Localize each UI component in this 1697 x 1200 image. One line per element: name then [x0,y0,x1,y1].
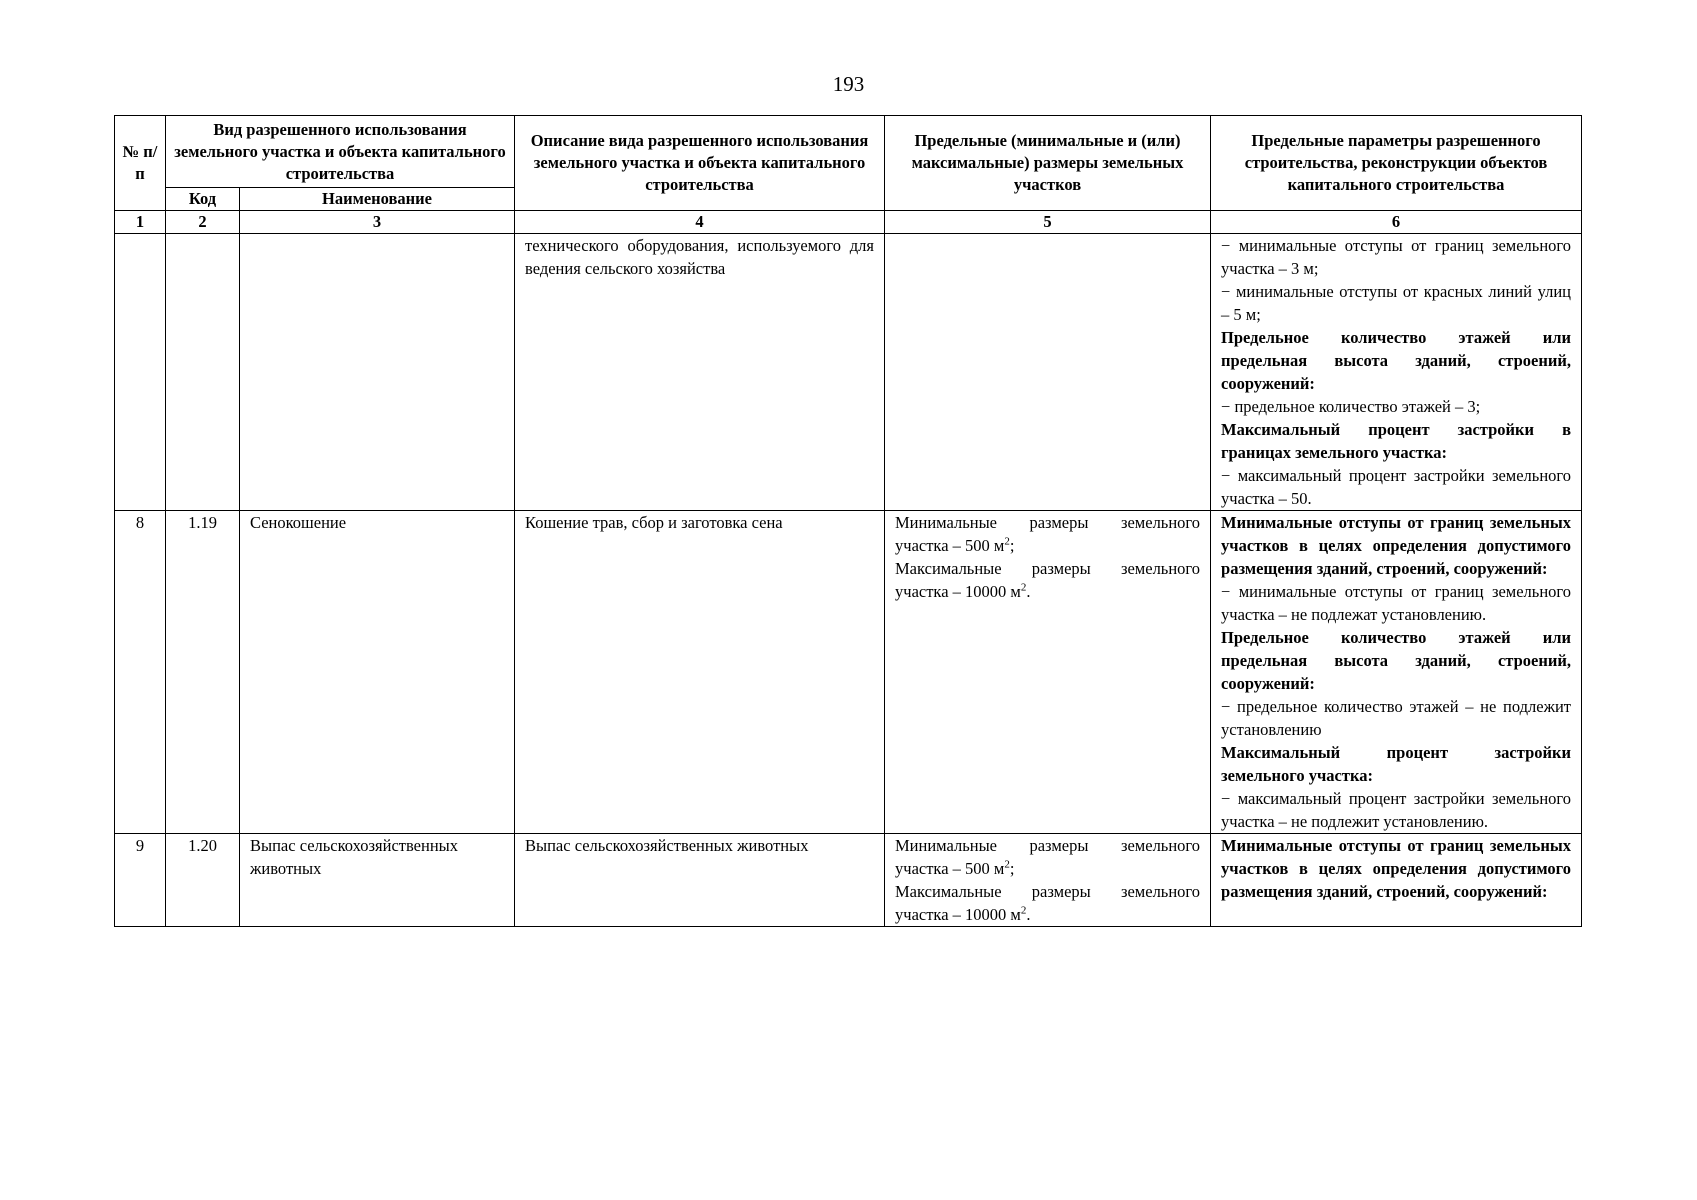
size-line [895,880,1200,926]
header-name: Наименование [240,188,515,211]
param-heading: Минимальные отступы от границ земельных участков в целях определения допустимого размещения зданий, строений, сооружений: [1221,513,1572,578]
size-line [895,834,1200,880]
cell-code [166,234,240,511]
cell-num [115,234,166,511]
cell-name [240,234,515,511]
column-number: 3 [240,211,515,234]
size-unit-exponent: 2 [1020,581,1027,594]
size-tail: ; [1009,859,1015,878]
header-num: № п/п [115,116,166,211]
column-number: 1 [115,211,166,234]
param-line: − максимальный процент застройки земельного участка – 50. [1221,466,1572,508]
size-text: Максимальные размеры земельного участка – 10000 м [895,559,1201,601]
cell-code: 1.19 [166,511,240,834]
cell-code: 1.20 [166,834,240,927]
page-number: 193 [832,72,865,96]
column-number: 4 [515,211,885,234]
param-heading: Предельное количество этажей или предельная высота зданий, строений, сооружений: [1221,628,1572,693]
size-line [895,557,1200,603]
size-text: Минимальные размеры земельного участка – 500 м [895,836,1201,878]
param-line: − минимальные отступы от границ земельного участка – не подлежат установлению. [1221,582,1572,624]
column-number: 6 [1211,211,1582,234]
cell-params [1211,834,1582,927]
table-row [115,511,1582,834]
header-code: Код [166,188,240,211]
size-unit-exponent: 2 [1020,904,1027,917]
cell-sizes [885,511,1211,834]
param-line: − предельное количество этажей – 3; [1221,397,1481,416]
param-line: − минимальные отступы от красных линий улиц – 5 м; [1221,282,1572,324]
cell-name: Сенокошение [240,511,515,834]
size-tail: . [1026,582,1031,601]
table-row [115,834,1582,927]
param-heading: Максимальный процент застройки земельного участка: [1221,743,1572,785]
param-heading: Предельное количество этажей или предельная высота зданий, строений, сооружений: [1221,328,1572,393]
column-number: 5 [885,211,1211,234]
param-heading: Максимальный процент застройки в границах земельного участка: [1221,420,1572,462]
header-description: Описание вида разрешенного использования земельного участка и объекта капитального строительства [515,116,885,211]
header-sizes: Предельные (минимальные и (или) максимальные) размеры земельных участков [885,116,1211,211]
header-use-type: Вид разрешенного использования земельного участка и объекта капитального строительства [166,116,515,188]
cell-num: 8 [115,511,166,834]
cell-params [1211,511,1582,834]
cell-sizes [885,834,1211,927]
cell-sizes [885,234,1211,511]
cell-description: Кошение трав, сбор и заготовка сена [515,511,885,834]
param-heading: Минимальные отступы от границ земельных участков в целях определения допустимого размещения зданий, строений, сооружений: [1221,836,1572,901]
size-text: Минимальные размеры земельного участка – 500 м [895,513,1201,555]
land-use-table [114,115,1582,927]
size-unit-exponent: 2 [1004,535,1010,548]
table-row [115,234,1582,511]
size-tail: . [1026,905,1031,924]
header-params: Предельные параметры разрешенного строительства, реконструкции объектов капитального строительства [1211,116,1582,211]
param-line: − предельное количество этажей – не подлежит установлению [1221,697,1572,739]
size-line [895,511,1200,557]
param-line: − максимальный процент застройки земельного участка – не подлежит установлению. [1221,789,1572,831]
size-unit-exponent: 2 [1004,858,1010,871]
size-text: Максимальные размеры земельного участка – 10000 м [895,882,1201,924]
cell-description: Выпас сельскохозяйственных животных [515,834,885,927]
cell-description: технического оборудования, используемого для ведения сельского хозяйства [515,234,885,511]
param-line: − минимальные отступы от границ земельного участка – 3 м; [1221,236,1572,278]
cell-name: Выпас сельскохозяйственных животных [240,834,515,927]
size-tail: ; [1009,536,1015,555]
column-number: 2 [166,211,240,234]
cell-num: 9 [115,834,166,927]
cell-params [1211,234,1582,511]
